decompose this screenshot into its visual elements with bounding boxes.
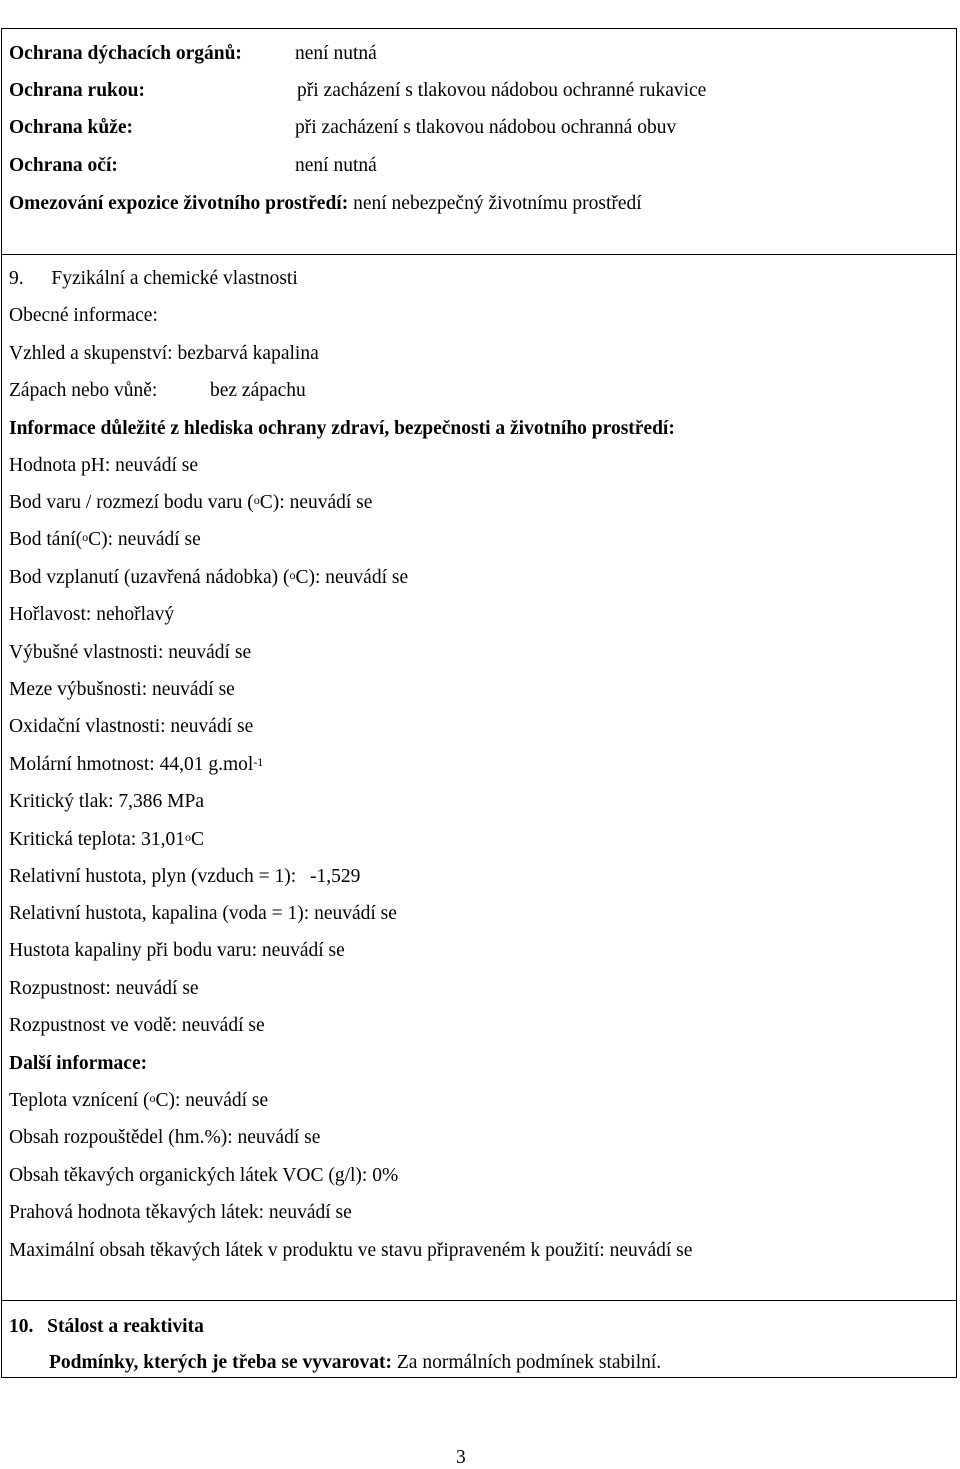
label-part: Bod varu / rozmezí bodu varu (	[9, 492, 254, 513]
flash-point-row	[9, 567, 408, 589]
molar-label: Molární hmotnost:	[9, 754, 155, 775]
appearance-row	[9, 343, 319, 365]
ph-value: neuvádí se	[115, 455, 199, 476]
solubility-row	[9, 978, 199, 1000]
row-label: Ochrana očí:	[9, 155, 118, 176]
molar-mass-row	[9, 754, 263, 776]
degree-sup: o	[185, 830, 191, 844]
value-part: 31,01	[141, 829, 185, 850]
liquid-density-row	[9, 940, 345, 962]
solvent-value: neuvádí se	[237, 1127, 321, 1148]
respiratory-protection-value: není nutná	[295, 43, 377, 64]
oxidizing-label: Oxidační vlastnosti:	[9, 716, 166, 737]
hand-protection-row	[9, 80, 145, 102]
other-info-heading: Další informace:	[9, 1053, 148, 1074]
section-9-heading	[9, 268, 298, 290]
ignition-value: neuvádí se	[185, 1090, 269, 1111]
voc-value: 0%	[372, 1165, 399, 1186]
melting-label	[9, 529, 113, 550]
oxidizing-value: neuvádí se	[170, 716, 254, 737]
row-label: Omezování expozice životního prostředí:	[9, 193, 349, 214]
conditions-label: Podmínky, kterých je třeba se vyvarovat:	[49, 1352, 393, 1373]
solvent-row	[9, 1127, 320, 1149]
voc-label: Obsah těkavých organických látek VOC (g/l):	[9, 1165, 368, 1186]
voc-threshold-row	[9, 1202, 352, 1224]
appearance-value: bezbarvá kapalina	[177, 343, 319, 364]
rel-density-gas-label: Relativní hustota, plyn (vzduch = 1):	[9, 866, 297, 887]
odor-label: Zápach nebo vůně:	[9, 380, 158, 401]
critical-temp-row	[9, 829, 204, 851]
liquid-density-label: Hustota kapaliny při bodu varu:	[9, 940, 258, 961]
degree-sup: o	[149, 1091, 156, 1105]
solubility-label: Rozpustnost:	[9, 978, 111, 999]
important-info-heading: Informace důležité z hlediska ochrany zdraví, bezpečnosti a životního prostředí:	[9, 418, 675, 439]
critical-pressure-label: Kritický tlak:	[9, 791, 114, 812]
respiratory-protection-row	[9, 43, 242, 65]
explosive-row	[9, 642, 251, 664]
liquid-density-value: neuvádí se	[261, 940, 345, 961]
explosive-value: neuvádí se	[168, 642, 252, 663]
exponent-sup: -1	[253, 755, 264, 769]
label-part: C):	[259, 492, 285, 513]
degree-sup: o	[82, 530, 89, 544]
flammability-value: nehořlavý	[96, 604, 175, 625]
rel-density-liquid-label: Relativní hustota, kapalina (voda = 1):	[9, 903, 310, 924]
row-label: Ochrana rukou:	[9, 80, 145, 101]
label-part: Teplota vznícení (	[9, 1090, 150, 1111]
critical-pressure-value: 7,386 MPa	[118, 791, 204, 812]
row-label: Ochrana kůže:	[9, 117, 134, 138]
row-label: Ochrana dýchacích orgánů:	[9, 43, 242, 64]
skin-protection-row	[9, 117, 133, 139]
general-info-heading: Obecné informace:	[9, 305, 158, 326]
solubility-value: neuvádí se	[115, 978, 199, 999]
section-title: Stálost a reaktivita	[47, 1316, 204, 1337]
rel-density-gas-value: -1,529	[309, 866, 361, 887]
water-solubility-row	[9, 1015, 265, 1037]
section-10-heading	[9, 1316, 204, 1338]
melting-value: neuvádí se	[117, 529, 201, 550]
label-part: C):	[88, 529, 114, 550]
voc-row	[9, 1165, 398, 1187]
voc-threshold-label: Prahová hodnota těkavých látek:	[9, 1202, 265, 1223]
voc-max-value: neuvádí se	[609, 1240, 693, 1261]
environmental-exposure-row	[9, 193, 642, 215]
eye-protection-value: není nutná	[295, 155, 377, 176]
rel-density-gas-row	[9, 866, 360, 888]
ph-label: Hodnota pH:	[9, 455, 111, 476]
flash-value: neuvádí se	[325, 567, 409, 588]
ph-row	[9, 455, 198, 477]
label-part: C):	[295, 567, 321, 588]
voc-max-label: Maximální obsah těkavých látek v produktu ve stavu připraveném k použití:	[9, 1240, 605, 1261]
label-part: C):	[155, 1090, 181, 1111]
explosion-limits-value: neuvádí se	[151, 679, 235, 700]
explosion-limits-row	[9, 679, 235, 701]
critical-temp-value	[141, 829, 204, 850]
value-part: 44,01 g.mol	[159, 754, 254, 775]
boiling-point-row	[9, 492, 372, 514]
flash-label	[9, 567, 320, 588]
flammability-row	[9, 604, 174, 626]
ignition-label	[9, 1090, 180, 1111]
appearance-label: Vzhled a skupenství:	[9, 343, 173, 364]
explosive-label: Výbušné vlastnosti:	[9, 642, 164, 663]
section-title: Fyzikální a chemické vlastnosti	[51, 268, 298, 289]
odor-row	[9, 380, 157, 402]
molar-value	[160, 754, 264, 775]
oxidizing-row	[9, 716, 253, 738]
conditions-value: Za normálních podmínek stabilní.	[396, 1352, 662, 1373]
unit-part: C	[191, 829, 205, 850]
eye-protection-row	[9, 155, 118, 177]
section-number: 10.	[9, 1316, 34, 1337]
critical-temp-label: Kritická teplota:	[9, 829, 137, 850]
boiling-label	[9, 492, 285, 513]
melting-point-row	[9, 529, 201, 551]
rel-density-liquid-row	[9, 903, 397, 925]
conditions-row	[49, 1352, 661, 1374]
water-solubility-value: neuvádí se	[181, 1015, 265, 1036]
row-value: není nebezpečný životnímu prostředí	[353, 193, 642, 214]
odor-value: bez zápachu	[210, 380, 306, 401]
critical-pressure-row	[9, 791, 204, 813]
hand-protection-value: při zacházení s tlakovou nádobou ochranné rukavice	[297, 80, 707, 101]
explosion-limits-label: Meze výbušnosti:	[9, 679, 148, 700]
skin-protection-value: při zacházení s tlakovou nádobou ochranná obuv	[295, 117, 677, 138]
solvent-label: Obsah rozpouštědel (hm.%):	[9, 1127, 233, 1148]
water-solubility-label: Rozpustnost ve vodě:	[9, 1015, 177, 1036]
section-number: 9.	[9, 268, 24, 289]
voc-threshold-value: neuvádí se	[268, 1202, 352, 1223]
degree-sup: o	[253, 493, 260, 507]
page-number: 3	[456, 1447, 466, 1468]
degree-sup: o	[289, 568, 296, 582]
rel-density-liquid-value: neuvádí se	[314, 903, 397, 924]
voc-max-row	[9, 1240, 692, 1262]
flammability-label: Hořlavost:	[9, 604, 92, 625]
label-part: Bod tání(	[9, 529, 83, 550]
boiling-value: neuvádí se	[289, 492, 373, 513]
ignition-temp-row	[9, 1090, 268, 1112]
label-part: Bod vzplanutí (uzavřená nádobka) (	[9, 567, 290, 588]
